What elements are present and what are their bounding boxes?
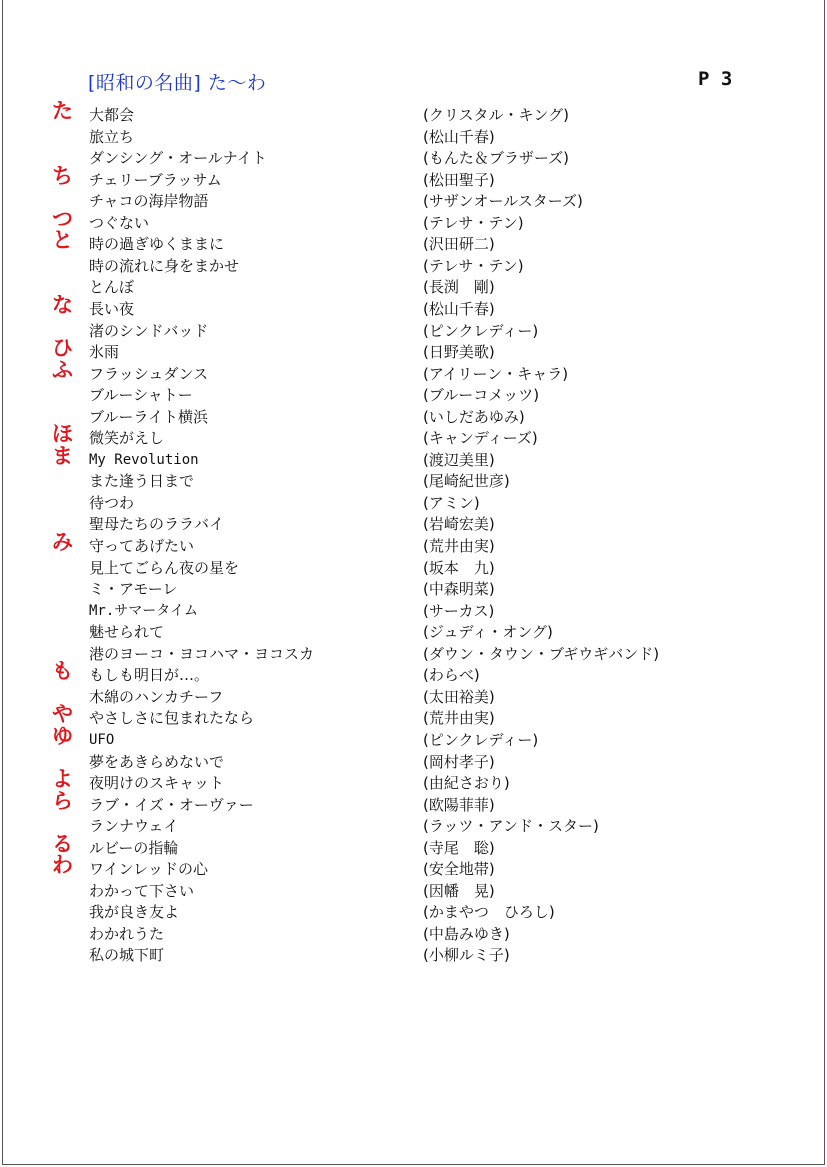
list-item [0, 659, 827, 686]
artist-name: (太田裕美) [423, 687, 495, 706]
artist-name: (松山千春) [423, 127, 495, 146]
artist-name: (テレサ・テン) [423, 256, 524, 275]
list-item [0, 357, 827, 385]
artist-name: (荒井由実) [423, 537, 495, 555]
song-title: もしも明日が…。 [89, 666, 210, 685]
list-item [0, 621, 827, 643]
song-title: 渚のシンドバッド [89, 321, 209, 340]
list-item [0, 470, 827, 492]
song-title: ワインレッドの心 [89, 860, 209, 879]
artist-name: (アイリーン・キャラ) [423, 364, 569, 383]
song-title: 港のヨーコ・ヨコハマ・ヨコスカ [89, 644, 315, 663]
artist-name: (サーカス) [423, 601, 495, 620]
index-kana: ひ [52, 336, 73, 361]
list-item [0, 384, 827, 406]
artist-name: (中島みゆき) [423, 924, 510, 943]
list-item [0, 751, 827, 773]
song-title: 見上てごらん夜の星を [89, 558, 240, 577]
song-title: わかって下さい [89, 881, 195, 900]
artist-name: (松田聖子) [423, 170, 495, 189]
list-item [0, 853, 827, 880]
list-item [0, 767, 827, 794]
song-title: Mr.サマータイム [89, 602, 199, 619]
artist-name: (岡村孝子) [423, 752, 495, 771]
list-item [0, 513, 827, 535]
artist-name: (坂本 九) [423, 558, 495, 577]
list-item [0, 320, 827, 342]
list-item [0, 831, 827, 859]
artist-name: (ブルーコメッツ) [423, 386, 540, 405]
song-title: つぐない [89, 213, 150, 232]
index-kana: な [52, 292, 73, 317]
index-kana: も [52, 659, 73, 684]
artist-name: (長渕 剛) [423, 278, 495, 297]
artist-name: (わらべ) [423, 666, 480, 685]
song-title: ブルーライト横浜 [89, 407, 208, 426]
song-title: 時の過ぎゆくままに [89, 235, 225, 254]
song-title: 魅せられて [89, 623, 165, 642]
song-title: ブルーシャトー [89, 386, 193, 405]
artist-name: (中森明菜) [423, 580, 495, 599]
artist-name: (ジュディ・オング) [423, 623, 553, 642]
list-item [0, 944, 827, 966]
song-title: 夢をあきらめないで [89, 752, 225, 771]
list-item [0, 723, 827, 751]
list-item [0, 190, 827, 212]
artist-name: (由紀さおり) [423, 774, 510, 793]
song-title: ランナウェイ [89, 817, 179, 836]
artist-name: (岩崎宏美) [423, 515, 495, 534]
artist-name: (小柳ルミ子) [423, 946, 510, 965]
list-item [0, 923, 827, 945]
page-number: P 3 [698, 68, 733, 90]
song-title: 守ってあげたい [89, 537, 195, 555]
list-item [0, 815, 827, 837]
artist-name: (ピンクレディー) [423, 321, 539, 340]
song-title: My Revolution [89, 451, 199, 468]
list-item [0, 578, 827, 600]
list-item [0, 255, 827, 277]
index-kana: ち [52, 163, 73, 188]
song-title: 長い夜 [89, 299, 135, 318]
artist-name: (いしだあゆみ) [423, 407, 525, 426]
list-item [0, 292, 827, 320]
artist-name: (尾崎紀世彦) [423, 472, 510, 491]
list-item [0, 406, 827, 428]
song-title: ラブ・イズ・オーヴァー [89, 795, 254, 814]
list-item [0, 880, 827, 902]
artist-name: (欧陽菲菲) [423, 795, 495, 814]
list-item [0, 336, 827, 363]
song-title: 木綿のハンカチーフ [89, 687, 224, 706]
index-kana: ら [52, 788, 73, 813]
song-title: とんぼ [89, 278, 135, 297]
artist-name: (因幡 晃) [423, 881, 495, 900]
song-title: 時の流れに身をまかせ [89, 256, 240, 275]
index-kana: よ [52, 767, 73, 792]
list-item [0, 788, 827, 816]
index-kana: わ [52, 853, 73, 878]
index-kana: ほ [52, 422, 73, 447]
list-item [0, 600, 827, 622]
index-kana: み [52, 530, 73, 554]
artist-name: (渡辺美里) [423, 450, 495, 469]
list-item [0, 557, 827, 579]
list-item [0, 530, 827, 557]
song-title: チェリーブラッサム [89, 170, 222, 189]
artist-name: (サザンオールスターズ) [423, 192, 583, 211]
artist-name: (沢田研二) [423, 235, 495, 254]
song-title: 私の城下町 [89, 946, 165, 965]
song-title: 大都会 [89, 106, 135, 124]
index-kana: ゆ [52, 723, 73, 748]
song-title: 聖母たちのララバイ [89, 515, 225, 534]
artist-name: (荒井由実) [423, 709, 495, 728]
artist-name: (キャンディーズ) [423, 429, 538, 448]
song-title: UFO [89, 731, 115, 748]
list-item [0, 163, 827, 191]
artist-name: (アミン) [423, 493, 480, 512]
list-item [0, 228, 827, 255]
artist-name: (ピンクレディー) [423, 730, 539, 749]
index-kana: と [52, 228, 73, 253]
song-title: フラッシュダンス [89, 364, 209, 383]
list-item [0, 147, 827, 169]
artist-name: (クリスタル・キング) [423, 106, 569, 124]
index-kana: や [52, 702, 73, 727]
index-kana: る [52, 831, 73, 856]
song-title: チャコの海岸物語 [89, 192, 209, 211]
song-title: 氷雨 [89, 343, 120, 362]
artist-name: (寺尾 聡) [423, 838, 495, 857]
song-title: また逢う日まで [89, 472, 195, 491]
artist-name: (日野美歌) [423, 343, 495, 362]
list-item [0, 99, 827, 126]
artist-name: (ダウン・タウン・ブギウギバンド) [423, 644, 660, 663]
song-title: やさしさに包まれたなら [89, 709, 255, 728]
artist-name: (テレサ・テン) [423, 213, 524, 232]
artist-name: (かまやつ ひろし) [423, 903, 555, 922]
artist-name: (もんた＆ブラザーズ) [423, 149, 569, 168]
list-item [0, 276, 827, 298]
list-item [0, 702, 827, 729]
list-item [0, 686, 827, 708]
list-item [0, 422, 827, 449]
song-title: ミ・アモーレ [89, 580, 178, 599]
index-kana: た [52, 99, 73, 123]
list-item [0, 443, 827, 471]
song-title: 夜明けのスキャット [89, 774, 225, 793]
index-kana: ふ [52, 357, 73, 382]
song-title: 旅立ち [89, 127, 135, 146]
song-title: ダンシング・オールナイト [89, 149, 267, 168]
song-title: 微笑がえし [89, 429, 165, 448]
list-item [0, 206, 827, 234]
list-item [0, 643, 827, 665]
index-kana: ま [52, 443, 73, 468]
song-title: 我が良き友よ [89, 903, 180, 922]
song-title: わかれうた [89, 924, 165, 943]
song-title: ルビーの指輪 [89, 838, 179, 857]
list-item [0, 126, 827, 148]
artist-name: (松山千春) [423, 299, 495, 318]
list-item [0, 492, 827, 514]
list-item [0, 901, 827, 923]
artist-name: (安全地帯) [423, 860, 495, 879]
artist-name: (ラッツ・アンド・スター) [423, 817, 599, 836]
index-kana: つ [52, 206, 73, 231]
song-title: 待つわ [89, 493, 135, 512]
page-title: [昭和の名曲] た〜わ [88, 72, 267, 94]
